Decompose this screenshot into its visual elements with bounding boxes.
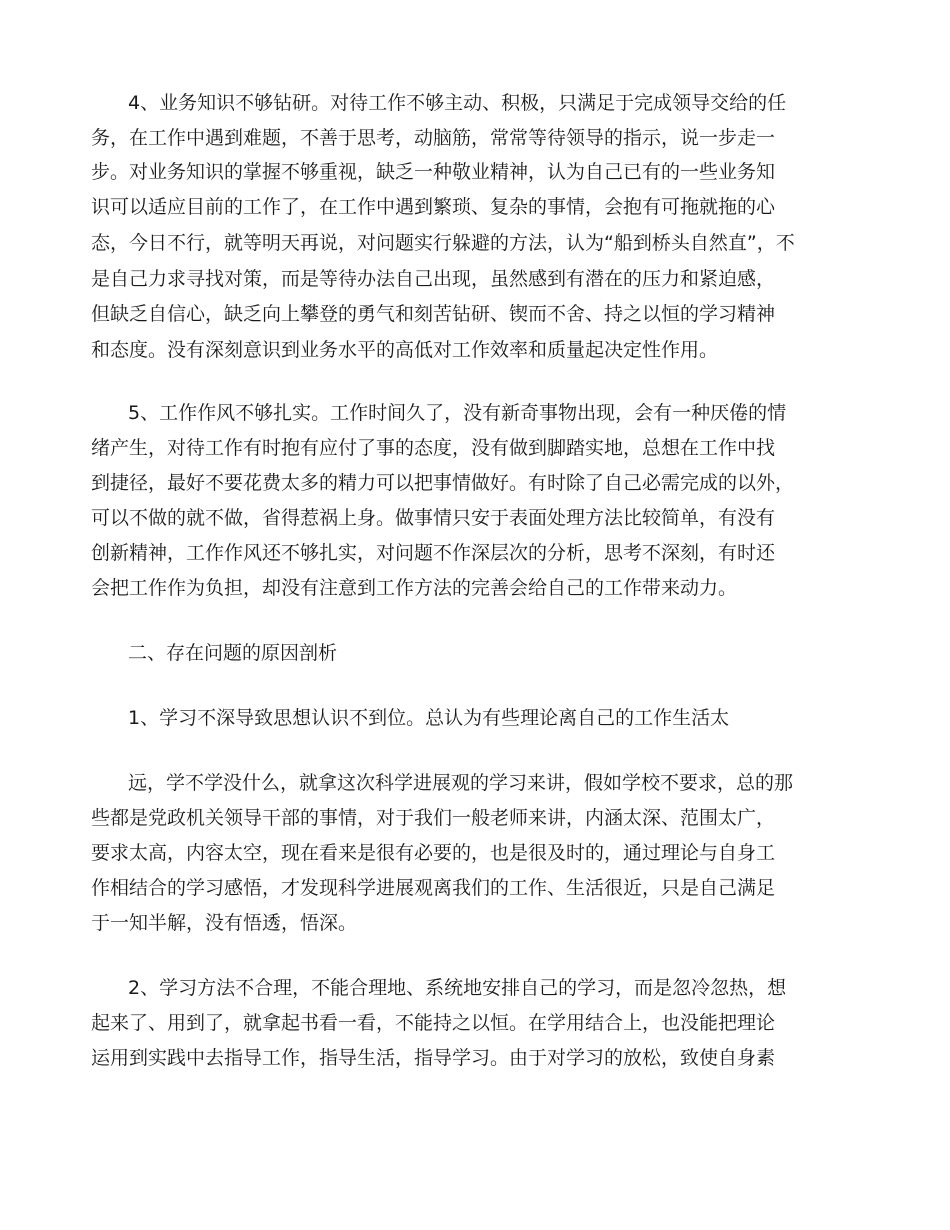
cause-2-line-1: 2、学习方法不合理，不能合理地、系统地安排自己的学习，而是忽冷忽热，想: [128, 977, 787, 999]
paragraph-5-line-6: 会把工作作为负担，却没有注意到工作方法的完善会给自己的工作带来动力。: [91, 577, 738, 599]
paragraph-4-line-2: 务，在工作中遇到难题，不善于思考，动脑筋，常常等待领导的指示，说一步走一: [91, 127, 776, 149]
paragraph-4-line-6: 是自己力求寻找对策，而是等待办法自己出现，虽然感到有潜在的压力和紧迫感，: [91, 268, 776, 290]
cause-1-line-6: 于一知半解，没有悟透，悟深。: [91, 912, 358, 934]
paragraph-4-line-5: 态，今日不行，就等明天再说，对问题实行躲避的方法，认为“船到桥头自然直”，不: [91, 232, 795, 254]
section-heading: 二、存在问题的原因剖析: [128, 642, 338, 664]
cause-1-line-4: 要求太高，内容太空，现在看来是很有必要的，也是很及时的，通过理论与自身工: [91, 842, 776, 864]
paragraph-5-line-5: 创新精神，工作作风还不够扎实，对问题不作深层次的分析，思考不深刻，有时还: [91, 542, 776, 564]
paragraph-5-line-3: 到捷径，最好不要花费太多的精力可以把事情做好。有时除了自己必需完成的以外，: [91, 472, 795, 494]
cause-1-line-5: 作相结合的学习感悟，才发现科学进展观离我们的工作、生活很近，只是自己满足: [91, 877, 776, 899]
paragraph-5-line-1: 5、工作作风不够扎实。工作时间久了，没有新奇事物出现，会有一种厌倦的情: [128, 402, 787, 424]
cause-2-line-2: 起来了、用到了，就拿起书看一看，不能持之以恒。在学用结合上，也没能把理论: [91, 1012, 776, 1034]
paragraph-4-line-4: 识可以适应目前的工作了，在工作中遇到繁琐、复杂的事情，会抱有可拖就拖的心: [91, 196, 776, 218]
paragraph-5-line-2: 绪产生，对待工作有时抱有应付了事的态度，没有做到脚踏实地，总想在工作中找: [91, 437, 776, 459]
cause-1-line-2: 远，学不学没什么，就拿这次科学进展观的学习来讲，假如学校不要求，总的那: [128, 772, 794, 794]
cause-1-line-1: 1、学习不深导致思想认识不到位。总认为有些理论离自己的工作生活太: [128, 707, 730, 729]
paragraph-4-line-3: 步。对业务知识的掌握不够重视，缺乏一种敬业精神，认为自己已有的一些业务知: [91, 161, 776, 183]
cause-2-line-3: 运用到实践中去指导工作，指导生活，指导学习。由于对学习的放松，致使自身素: [91, 1047, 776, 1069]
paragraph-4-line-1: 4、业务知识不够钻研。对待工作不够主动、积极，只满足于完成领导交给的任: [128, 92, 787, 114]
cause-1-line-3: 些都是党政机关领导干部的事情，对于我们一般老师来讲，内涵太深、范围太广，: [91, 807, 776, 829]
paragraph-4-line-7: 但缺乏自信心，缺乏向上攀登的勇气和刻苦钻研、锲而不舍、持之以恒的学习精神: [91, 303, 776, 325]
paragraph-4-line-8: 和态度。没有深刻意识到业务水平的高低对工作效率和质量起决定性作用。: [91, 339, 719, 361]
paragraph-5-line-4: 可以不做的就不做，省得惹祸上身。做事情只安于表面处理方法比较简单，有没有: [91, 507, 776, 529]
